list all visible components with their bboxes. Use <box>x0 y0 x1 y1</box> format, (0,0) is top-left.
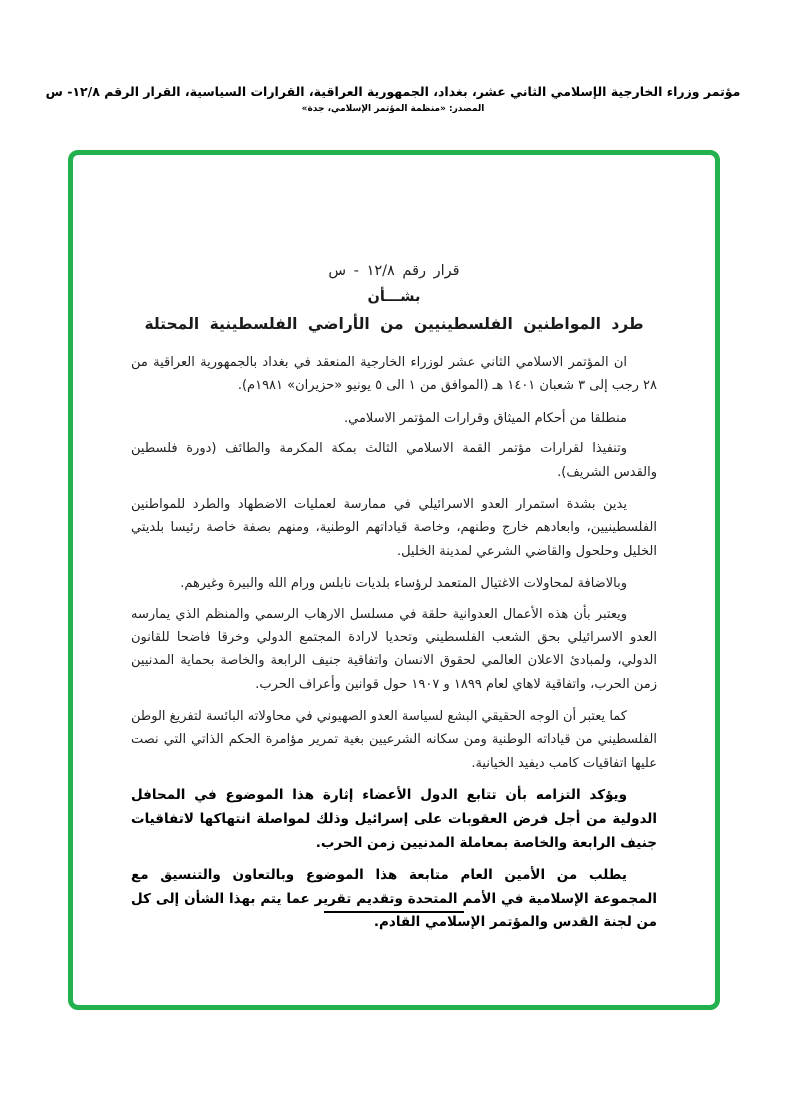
document-title-block <box>131 263 657 333</box>
paragraph: منطلقا من أحكام الميثاق وقرارات المؤتمر الاسلامي. <box>344 410 627 426</box>
source-line: المصدر: «منظمة المؤتمر الإسلامي، جدة» <box>301 104 485 114</box>
document-frame <box>68 150 720 1010</box>
paragraph: وبالاضافة لمحاولات الاغتيال المتعمد لرؤساء بلديات نابلس ورام الله والبيرة وغيرهم. <box>180 576 627 592</box>
document-content <box>73 155 715 1005</box>
paragraph: يطلب من الأمين العام متابعة هذا الموضوع وبالتعاون والتنسيق مع المجموعة الإسلامية في الأمم المتحدة وتقديم تقرير عما يتم بهذا الشأن إلى كل من لجنة القدس والمؤتمر الإسلامي القادم. <box>131 867 657 931</box>
paragraph: كما يعتبر أن الوجه الحقيقي البشع لسياسة العدو الصهيوني في محاولاته البائسة لتفريغ الوطن الفلسطيني من قياداته الوطنية ومن سكانه الشرعيين بغية تمرير مؤامرة الحكم الذاتي التي نصت عليها اتفاقيات كامب ديفيد الخيانية. <box>131 709 657 771</box>
divider-line <box>324 911 464 913</box>
resolution-title: طرد المواطنين الفلسطينيين من الأراضي الفلسطينية المحتلة <box>144 315 644 333</box>
conference-title: مؤتمر وزراء الخارجية الإسلامي الثاني عشر، بغداد، الجمهورية العراقية، القرارات السياسية، القرار الرقم ١٢/٨- س <box>45 84 741 99</box>
paragraph: ويعتبر بأن هذه الأعمال العدوانية حلقة في مسلسل الارهاب الرسمي والمنظم الذي يمارسه العدو الاسرائيلي بحق الشعب الفلسطيني وتحديا لارادة المجتمع الدولي وخرقا فاضحا للقانون الدولي، ولمبادئ الاعلان العالمي لحقوق الانسان واتفاقية جنيف الرابعة والخاصة بحماية المدنيين زمن الحرب، واتفاقية لاهاي لعام ١٨٩٩ و ١٩٠٧ حول قوانين وأعراف الحرب. <box>131 606 657 692</box>
paragraph: ان المؤتمر الاسلامي الثاني عشر لوزراء الخارجية المنعقد في بغداد بالجمهورية العراقية من ٢٨ رجب إلى ٣ شعبان ١٤٠١ هـ (الموافق من ١ الى ٥ يونيو «حزيران» ١٩٨١م). <box>131 355 657 394</box>
resolution-number: قرار رقم ١٢/٨ - س <box>328 263 460 279</box>
subject-label: بشـــأن <box>367 289 421 305</box>
paragraph: يدين بشدة استمرار العدو الاسرائيلي في ممارسة لعمليات الاضطهاد والطرد للمواطنين الفلسطينيين، وابعادهم خارج وطنهم، وخاصة قياداتهم الوطنية، ومنهم بصفة خاصة رئيسا بلديتي الخليل وحلحول والقاضي الشرعي لمدينة الخليل. <box>131 496 657 559</box>
page-header <box>0 84 786 114</box>
paragraph: ويؤكد التزامه بأن تتابع الدول الأعضاء إثارة هذا الموضوع في المحافل الدولية من أجل فرض العقوبات على إسرائيل وذلك لمواصلة انتهاكها لاتفاقيات جنيف الرابعة والخاصة بمعاملة المدنيين زمن الحرب. <box>131 787 657 851</box>
document-body <box>131 351 657 935</box>
paragraph: وتنفيذا لقرارات مؤتمر القمة الاسلامي الثالث بمكة المكرمة والطائف (دورة فلسطين والقدس الشريف). <box>131 441 657 480</box>
